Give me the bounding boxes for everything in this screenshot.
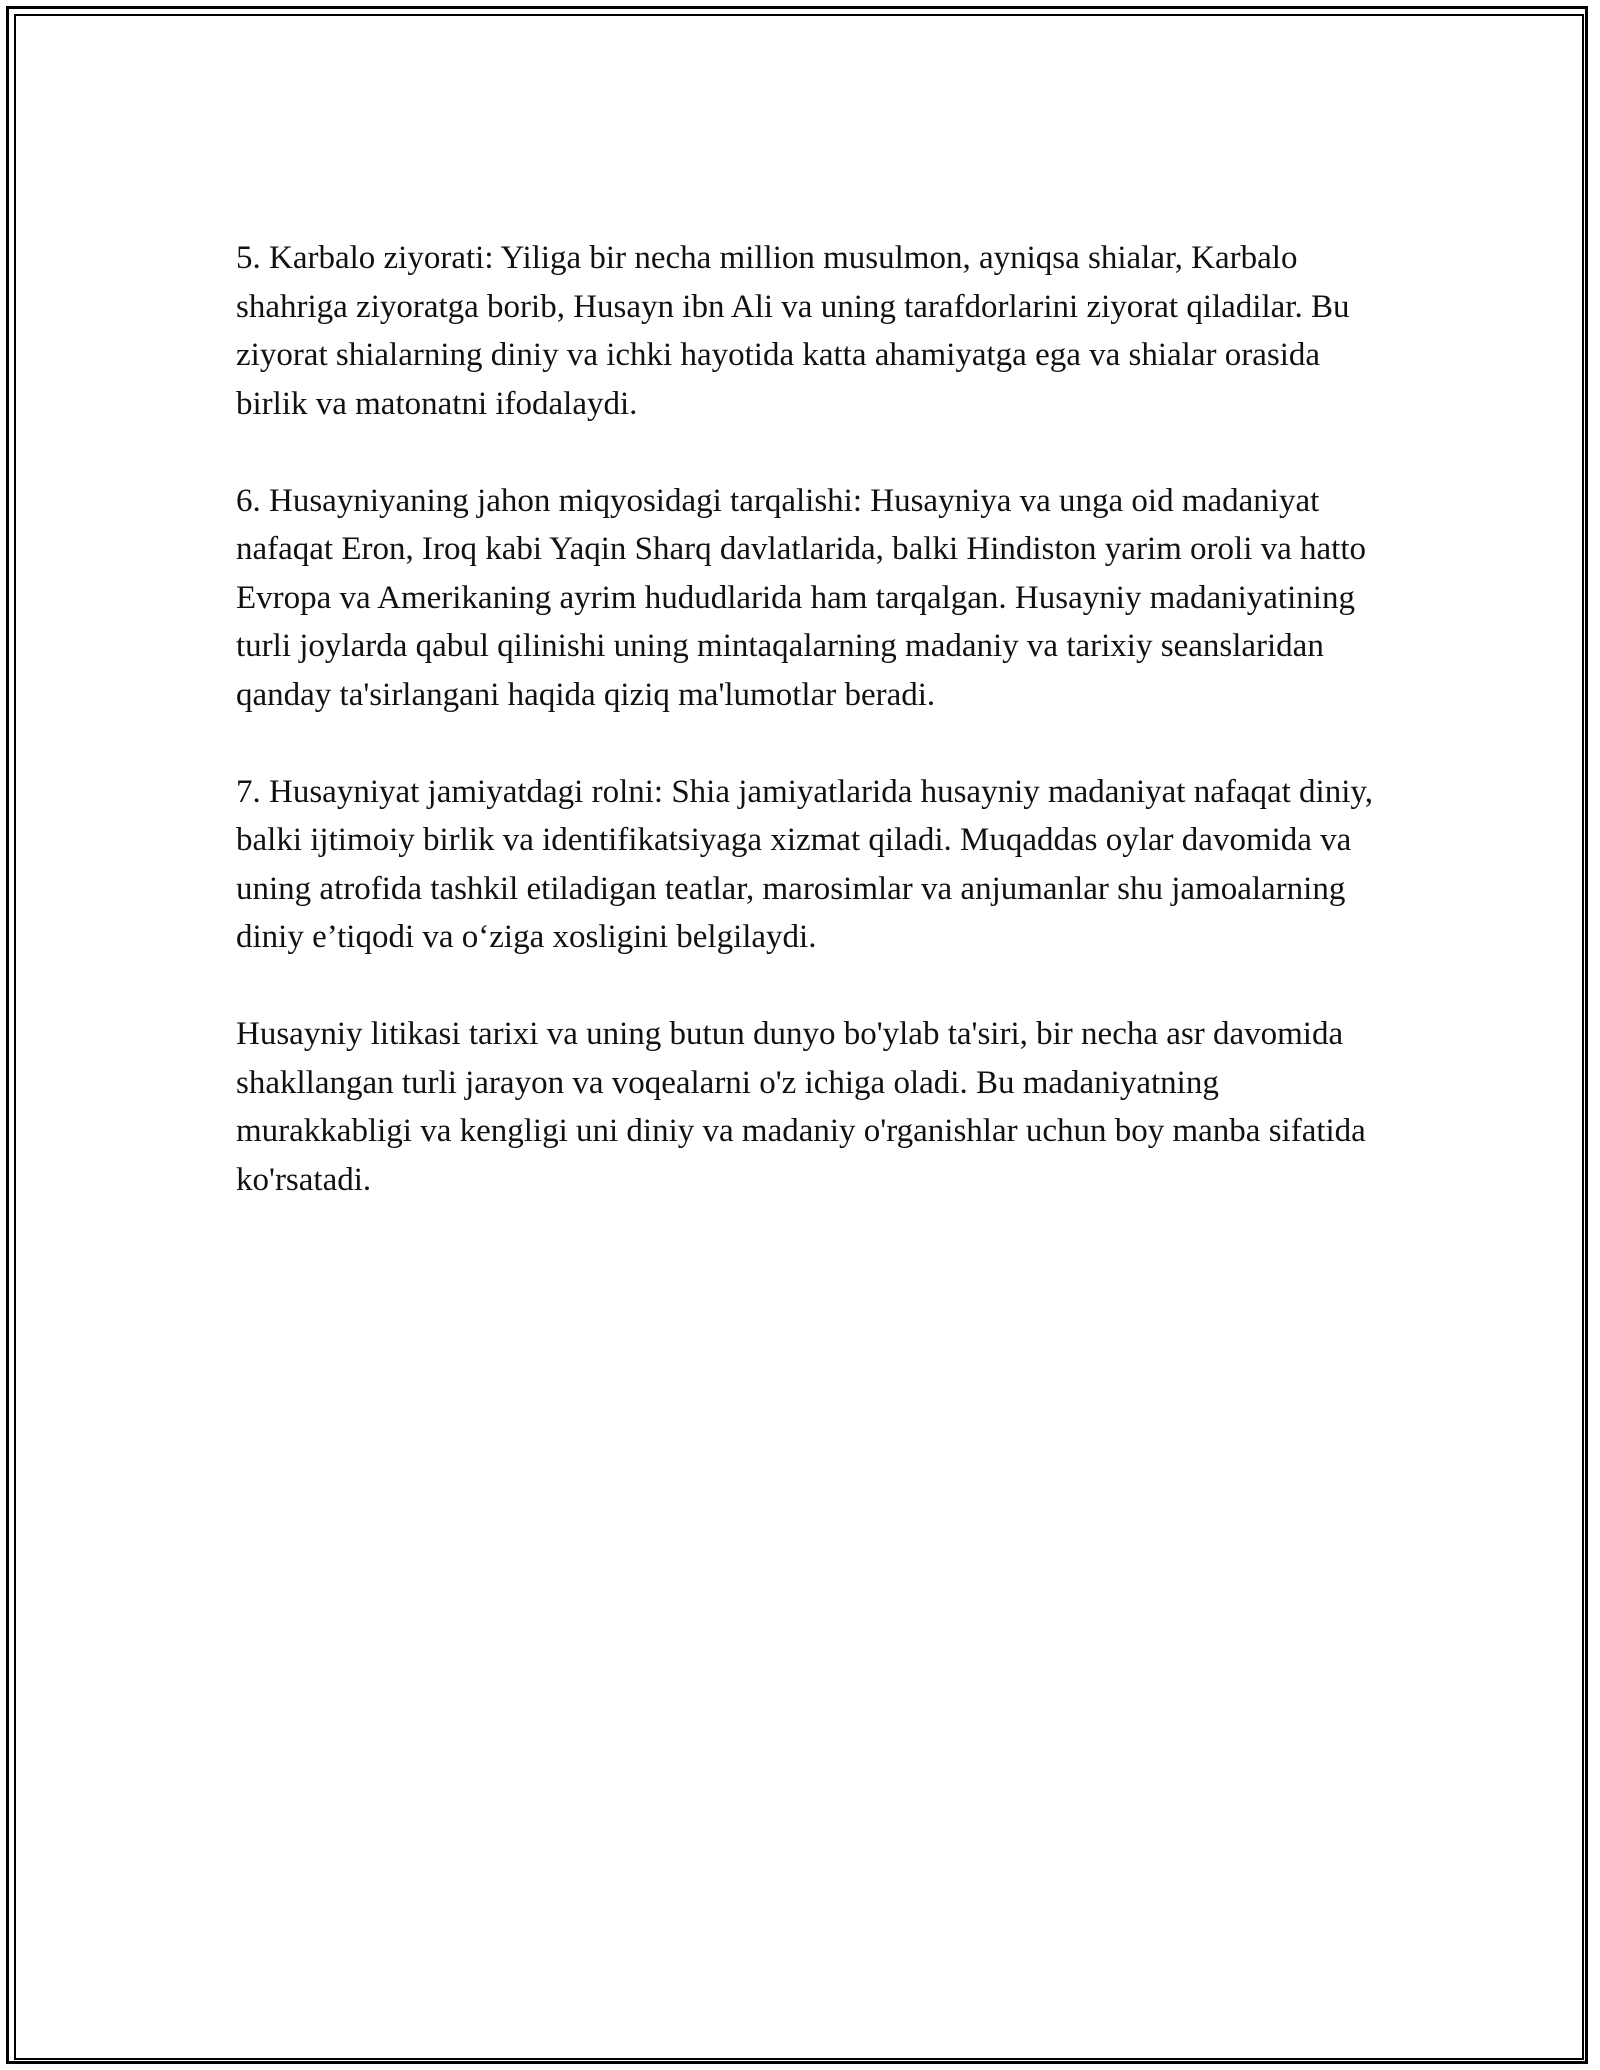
paragraph-global-spread: 6. Husayniyaning jahon miqyosidagi tarqalishi: Husayniya va unga oid madaniyat nafaqat Eron, Iroq kabi Yaqin Sharq davlatlarida, balki Hindiston yarim oroli va hatto Evropa va Amerikaning ayrim hududlarida ham tarqalgan. Husayniy madaniyatining turli joylarda qabul qilinishi uning mintaqalarning madaniy va tarixiy seanslaridan qanday ta'sirlangani haqida qiziq ma'lumotlar beradi. (236, 482, 1366, 713)
document-body (236, 234, 1376, 1253)
paragraph-conclusion: Husayniy litikasi tarixi va uning butun dunyo bo'ylab ta'siri, bir necha asr davomida shakllangan turli jarayon va voqealarni o'z ichiga oladi. Bu madaniyatning murakkabligi va kengligi uni diniy va madaniy o'rganishlar uchun boy manba sifatida ko'rsatadi. (236, 1016, 1366, 1198)
paragraph-social-role: 7. Husayniyat jamiyatdagi rolni: Shia jamiyatlarida husayniy madaniyat nafaqat diniy, balki ijtimoiy birlik va identifikatsiyaga xizmat qiladi. Muqaddas oylar davomida va uning atrofida tashkil etiladigan teatlar, marosimlar va anjumanlar shu jamoalarning diniy e’tiqodi va o‘ziga xosligini belgilaydi. (236, 773, 1373, 955)
paragraph-karbalo-pilgrimage: 5. Karbalo ziyorati: Yiliga bir necha million musulmon, ayniqsa shialar, Karbalo shahriga ziyoratga borib, Husayn ibn Ali va uning tarafdorlarini ziyorat qiladilar. Bu ziyorat shialarning diniy va ichki hayotida katta ahamiyatga ega va shialar orasida birlik va matonatni ifodalaydi. (236, 240, 1350, 422)
